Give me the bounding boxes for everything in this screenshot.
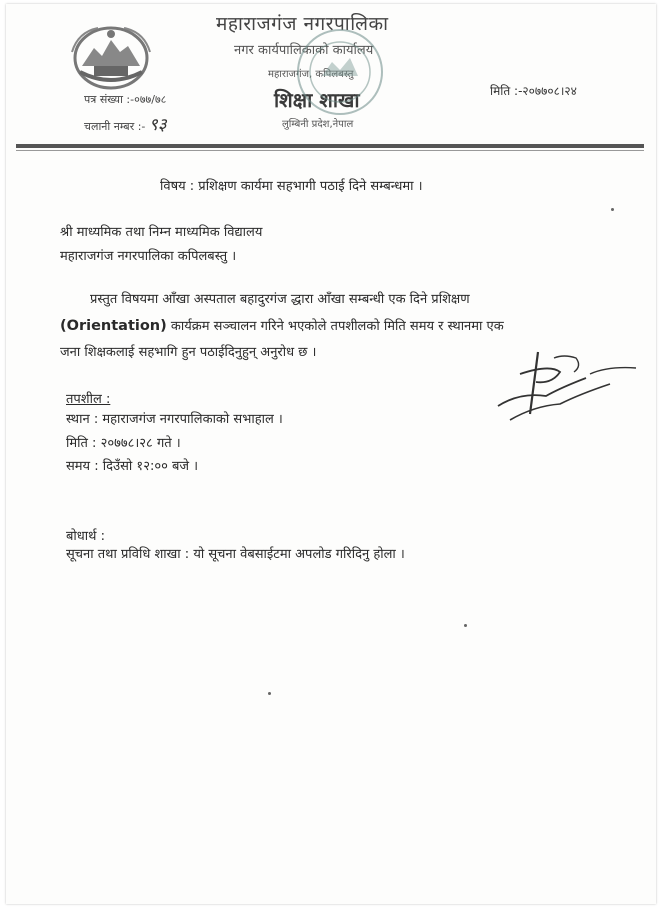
speck (268, 692, 271, 695)
reference-value: ०७७/७८ (134, 93, 167, 106)
body-line-3: जना शिक्षकलाई सहभागि हुन पठाईदिनुहुन् अनुरोध छ । (60, 345, 317, 360)
details-time: समय : दिउँसो १२:०० बजे । (66, 459, 199, 474)
reference-number (84, 92, 166, 107)
nepal-emblem-logo (68, 22, 154, 92)
info-heading: बोधार्थ : (66, 529, 105, 544)
dispatch-value-handwritten: ९३ (148, 115, 167, 135)
recipient-line-2: महाराजगंज नगरपालिका कपिलबस्तु । (60, 249, 237, 264)
details-place: स्थान : महाराजगंज नगरपालिकाको सभाहाल । (66, 412, 283, 427)
province-line: लुम्बिनी प्रदेश,नेपाल (282, 119, 354, 130)
header-divider-thin (16, 150, 644, 151)
recipient-line-1: श्री माध्यमिक तथा निम्न माध्यमिक विद्यालय (60, 225, 263, 240)
handwritten-signature (490, 344, 640, 434)
date-label: मिति :- (490, 84, 523, 98)
office-seal-stamp (292, 24, 388, 120)
office-name: नगर कार्यपालिकाको कार्यालय (234, 43, 374, 58)
details-date: मिति : २०७७८।२८ गते । (66, 436, 181, 451)
letter-page (6, 4, 656, 904)
dispatch-number (84, 112, 167, 135)
letter-date (490, 82, 577, 99)
reference-label: पत्र संख्या :- (84, 93, 135, 106)
header-divider (16, 144, 644, 148)
speck (464, 624, 467, 627)
speck (611, 208, 614, 211)
info-line: सूचना तथा प्रविधि शाखा : यो सूचना वेबसाईटमा अपलोड गरिदिनु होला । (66, 547, 405, 562)
branch-name: शिक्षा शाखा (274, 88, 360, 112)
letter-subject: विषय : प्रशिक्षण कार्यमा सहभागी पठाई दिने सम्बन्धमा । (160, 179, 423, 194)
date-value: २०७७०८।२४ (522, 84, 577, 98)
district-line: महाराजगंज, कपिलबस्तु (268, 69, 354, 80)
municipality-name: महाराजगंज नगरपालिका (216, 13, 389, 35)
body-line-2: कार्यक्रम सञ्चालन गरिने भएकोले तपशीलको मिति समय र स्थानमा एक (166, 319, 504, 334)
details-heading: तपशील : (66, 392, 111, 407)
dispatch-label: चलानी नम्बर :- (84, 120, 146, 133)
body-line-1: प्रस्तुत विषयमा आँखा अस्पताल बहादुरगंज द्धारा आँखा सम्बन्धी एक दिने प्रशिक्षण (90, 292, 470, 307)
body-orientation-word: (Orientation) (60, 318, 167, 334)
